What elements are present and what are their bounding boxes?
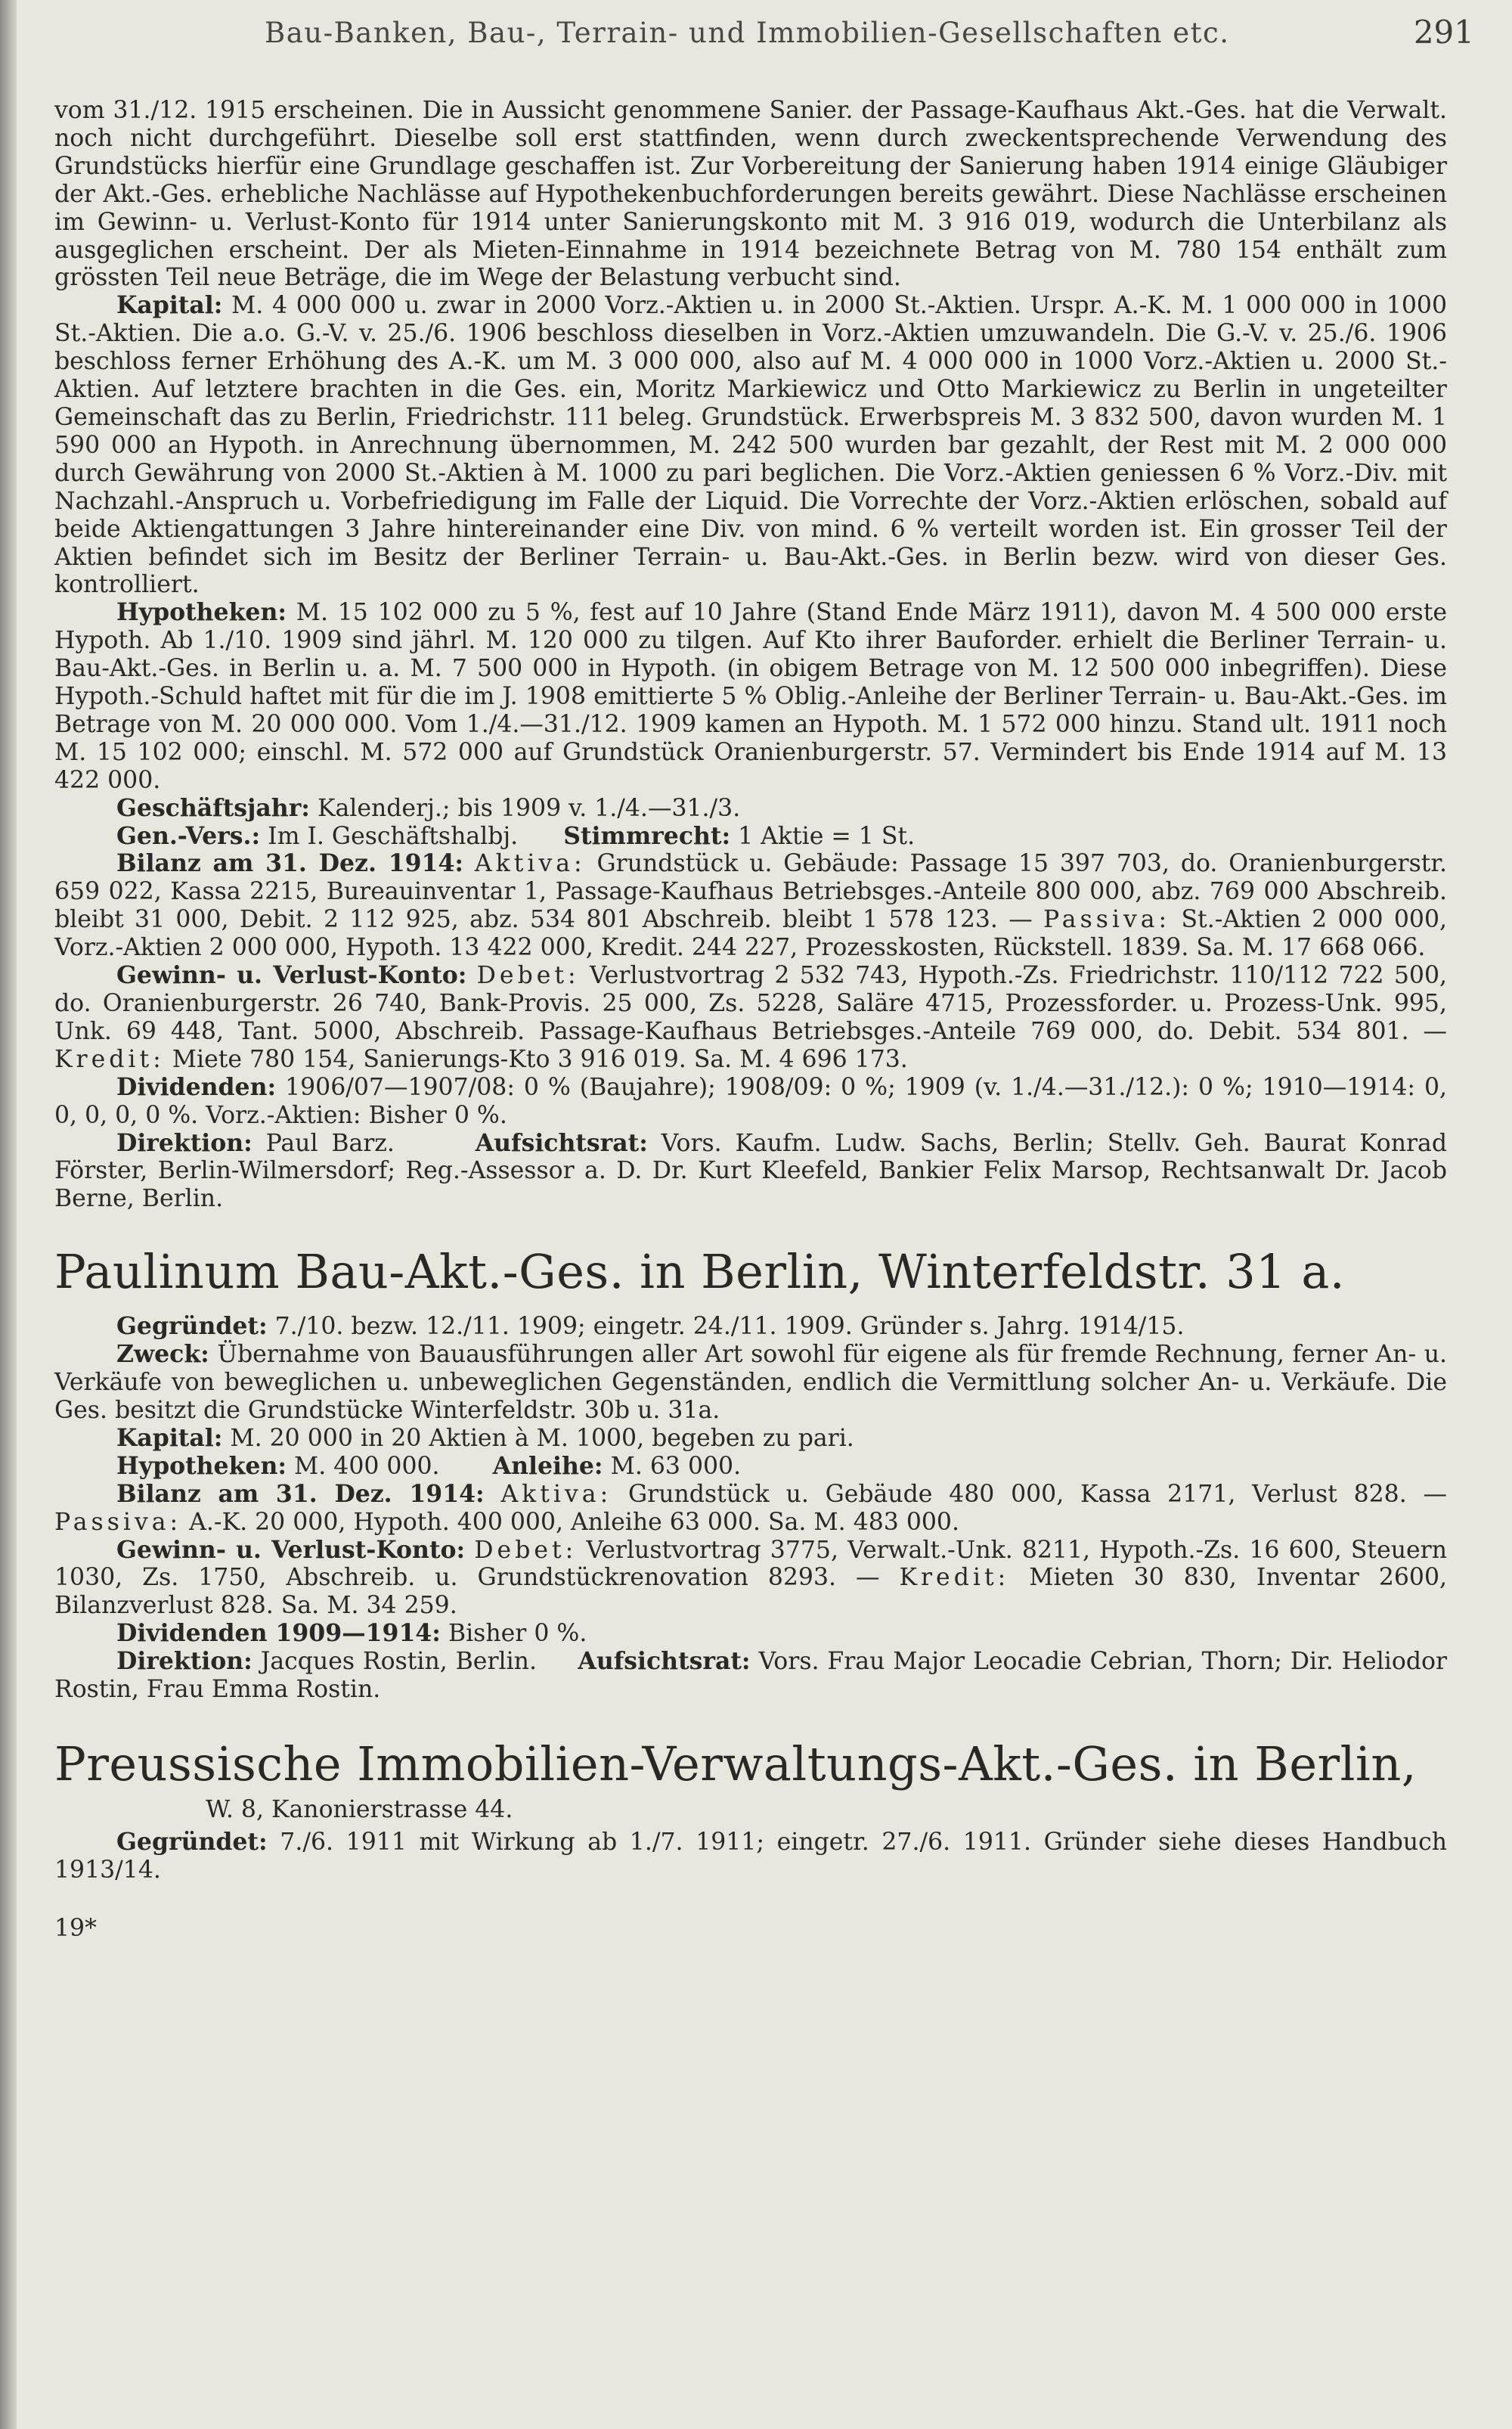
- page-header: [54, 14, 1474, 62]
- page-body: [54, 97, 1447, 1943]
- hypotheken-paragraph: [54, 599, 1447, 794]
- gegruendet-text: 7./6. 1911 mit Wirkung ab 1./7. 1911; eingetr. 27./6. 1911. Gründer siehe dieses Handbuch 1913/14.: [54, 1828, 1448, 1884]
- dividenden-label: Dividenden 1909—1914:: [116, 1619, 441, 1648]
- bilanz-aktiva: Grundstück u. Gebäude 480 000, Kassa 2171, Verlust 828. —: [627, 1480, 1447, 1508]
- bilanz-paragraph: [54, 850, 1447, 962]
- kapital-paragraph: [54, 292, 1447, 599]
- gegruendet-label: Gegründet:: [116, 1827, 268, 1856]
- hypotheken-text: M. 400 000.: [294, 1452, 440, 1480]
- bilanz-label: Bilanz am 31. Dez. 1914:: [116, 1479, 485, 1508]
- geschaeftsjahr-label: Geschäftsjahr:: [116, 793, 310, 822]
- kapital-label: Kapital:: [116, 1423, 223, 1452]
- guv-paragraph: [54, 962, 1447, 1074]
- intro-paragraph: vom 31./12. 1915 erscheinen. Die in Aussicht genommene Sanier. der Passage-Kaufhaus Akt.-Ges. hat die Verwalt. noch nicht durchgeführt. Dieselbe soll erst stattfinden, wenn durch zweckentsprechende Verwendung des Grundstücks hierfür eine Grundlage geschaffen ist. Zur Vorbereitung der Sanierung haben 1914 einige Gläubiger der Akt.-Ges. erhebliche Nachlässe auf Hypothekenbuchforderungen bereits gewährt. Diese Nachlässe erscheinen im Gewinn- u. Verlust-Konto für 1914 unter Sanierungskonto mit M. 3 916 019, wodurch die Unterbilanz als ausgeglichen erscheint. Der als Mieten-Einnahme in 1914 bezeichnete Betrag von M. 780 154 enthält zum grössten Teil neue Beträge, die im Wege der Belastung verbucht sind.: [54, 97, 1447, 292]
- gegruendet-label: Gegründet:: [116, 1312, 268, 1341]
- direktion-paragraph: [54, 1648, 1447, 1704]
- guv-kredit: Miete 780 154, Sanierungs-Kto 3 916 019. Sa. M. 4 696 173.: [172, 1045, 908, 1073]
- direktion-text: Jacques Rostin, Berlin.: [260, 1648, 537, 1676]
- running-title: Bau-Banken, Bau-, Terrain- und Immobilien-Gesellschaften etc.: [265, 17, 1230, 49]
- kapital-text: M. 4 000 000 u. zwar in 2000 Vorz.-Aktien u. in 2000 St.-Aktien. Urspr. A.-K. M. 1 000 000 in 1000 St.-Aktien. Die a.o. G.-V. v. 25./6. 1906 beschloss dieselben in Vorz.-Aktien umzuwandeln. Die G.-V. v. 25./6. 1906 beschloss ferner Erhöhung des A.-K. um M. 3 000 000, also auf M. 4 000 000 in 1000 Vorz.-Aktien u. 2000 St.-Aktien. Auf letztere brachten in die Ges. ein, Moritz Markiewicz und Otto Markiewicz zu Berlin in ungeteilter Gemeinschaft das zu Berlin, Friedrichstr. 111 beleg. Grundstück. Erwerbspreis M. 3 832 500, davon wurden M. 1 590 000 an Hypoth. in Anrechnung übernommen, M. 242 500 wurden bar gezahlt, der Rest mit M. 2 000 000 durch Gewährung von 2000 St.-Aktien à M. 1000 zu pari beglichen. Die Vorz.-Aktien geniessen 6 % Vorz.-Div. mit Nachzahl.-Anspruch u. Vorbefriedigung im Falle der Liquid. Die Vorrechte der Vorz.-Aktien erlöschen, sobald auf beide Aktiengattungen 3 Jahre hintereinander eine Div. von mind. 6 % verteilt worden ist. Ein grosser Teil der Aktien befindet sich im Besitz der Berliner Terrain- u. Bau-Akt.-Ges. in Berlin bezw. wird von dieser Ges. kontrolliert.: [54, 292, 1447, 599]
- zweck-label: Zweck:: [116, 1340, 209, 1369]
- direktion-text: Paul Barz.: [265, 1129, 395, 1157]
- page-number: 291: [1413, 14, 1474, 51]
- passage-kaufhaus-entry: [54, 97, 1447, 1213]
- genvers-paragraph: [54, 823, 1447, 851]
- bilanz-passiva: St.-Aktien 2 000 000, Vorz.-Aktien 2 000 000, Hypoth. 13 422 000, Kredit. 244 227, Prozesskosten, Rückstell. 1839. Sa. M. 17 668 066.: [54, 906, 1448, 962]
- bilanz-aktiva: Grundstück u. Gebäude: Passage 15 397 703, do. Oranienburgerstr. 659 022, Kassa 2215, Bureauinventar 1, Passage-Kaufhaus Betriebsges.-Anteile 800 000, abz. 769 000 Abschreib. bleibt 31 000, Debit. 2 112 925, abz. 534 801 Abschreib. bleibt 1 578 123. —: [54, 850, 1448, 934]
- genvers-text: Im I. Geschäftshalbj.: [268, 822, 519, 850]
- guv-label: Gewinn- u. Verlust-Konto:: [116, 1535, 466, 1564]
- hypotheken-label: Hypotheken:: [116, 598, 287, 627]
- signature-mark: 19*: [54, 1914, 97, 1942]
- debet-label: Debet:: [474, 1536, 578, 1564]
- aufsichtsrat-text: Vors. Frau Major Leocadie Cebrian, Thorn; Dir. Heliodor Rostin, Frau Emma Rostin.: [54, 1648, 1447, 1704]
- bilanz-paragraph: [54, 1481, 1447, 1537]
- passiva-label: Passiva:: [1043, 906, 1171, 934]
- geschaeftsjahr-text: Kalenderj.; bis 1909 v. 1./4.—31./3.: [317, 794, 741, 822]
- kredit-label: Kredit:: [54, 1045, 165, 1073]
- bilanz-passiva: A.-K. 20 000, Hypoth. 400 000, Anleihe 63 000. Sa. M. 483 000.: [189, 1508, 959, 1536]
- guv-debet: Verlustvortrag 3775, Verwalt.-Unk. 8211, Hypoth.-Zs. 16 600, Steuern 1030, Zs. 1750, Abschreib. u. Grundstückrenovation 8293. —: [54, 1536, 1448, 1592]
- guv-kredit: Mieten 30 830, Inventar 2600, Bilanzverlust 828. Sa. M. 34 259.: [54, 1564, 1448, 1620]
- hypotheken-paragraph: [54, 1453, 1447, 1481]
- direktion-label: Direktion:: [116, 1647, 253, 1676]
- dividenden-text: 1906/07—1907/08: 0 % (Baujahre); 1908/09: 0 %; 1909 (v. 1./4.—31./12.): 0 %; 1910—1914: 0, 0, 0, 0, 0 %. Vorz.-Aktien: Bisher 0 %.: [54, 1073, 1447, 1129]
- stimmrecht-text: 1 Aktie = 1 St.: [738, 822, 916, 850]
- dividenden-paragraph: [54, 1620, 1447, 1648]
- debet-label: Debet:: [476, 962, 580, 990]
- company-title: Preussische Immobilien-Verwaltungs-Akt.-Ges. in Berlin,: [54, 1736, 1417, 1792]
- paulinum-entry: [54, 1240, 1447, 1704]
- guv-label: Gewinn- u. Verlust-Konto:: [116, 961, 467, 990]
- aktiva-label: Aktiva:: [500, 1480, 612, 1508]
- bilanz-label: Bilanz am 31. Dez. 1914:: [116, 849, 464, 878]
- anleihe-text: M. 63 000.: [610, 1452, 742, 1480]
- direktion-paragraph: [54, 1130, 1447, 1214]
- gegruendet-paragraph: [54, 1829, 1447, 1885]
- passiva-label: Passiva:: [54, 1508, 182, 1536]
- hypotheken-text: M. 15 102 000 zu 5 %, fest auf 10 Jahre (Stand Ende März 1911), davon M. 4 500 000 erste Hypoth. Ab 1./10. 1909 sind jährl. M. 120 000 zu tilgen. Auf Kto ihrer Bauforder. erhielt die Berliner Terrain- u. Bau-Akt.-Ges. in Berlin u. a. M. 7 500 000 in Hypoth. (in obigem Betrage von M. 12 500 000 inbegriffen). Diese Hypoth.-Schuld haftet mit für die im J. 1908 emittierte 5 % Oblig.-Anleihe der Berliner Terrain- u. Bau-Akt.-Ges. im Betrage von M. 20 000 000. Vom 1./4.—31./12. 1909 kamen an Hypoth. M. 1 572 000 hinzu. Stand ult. 1911 noch M. 15 102 000; einschl. M. 572 000 auf Grundstück Oranienburgerstr. 57. Vermindert bis Ende 1914 auf M. 13 422 000.: [54, 599, 1448, 794]
- dividenden-text: Bisher 0 %.: [448, 1620, 587, 1648]
- kredit-label: Kredit:: [899, 1564, 1010, 1592]
- preussische-entry: [54, 1733, 1447, 1885]
- zweck-text: Übernahme von Bauausführungen aller Art sowohl für eigene als für fremde Rechnung, ferner An- u. Verkäufe von beweglichen u. unbeweglichen Gegenständen, endlich die Vermittlung solcher An- u. Verkäufe. Die Ges. besitzt die Grundstücke Winterfeldstr. 30b u. 31a.: [54, 1341, 1448, 1424]
- gegruendet-paragraph: [54, 1313, 1447, 1341]
- page-gutter-shadow: [0, 0, 17, 2429]
- stimmrecht-label: Stimmrecht:: [563, 821, 731, 850]
- aufsichtsrat-label: Aufsichtsrat:: [578, 1647, 751, 1676]
- company-title: Paulinum Bau-Akt.-Ges. in Berlin, Winterfeldstr. 31 a.: [54, 1244, 1346, 1300]
- direktion-label: Direktion:: [116, 1128, 253, 1157]
- kapital-text: M. 20 000 in 20 Aktien à M. 1000, begeben zu pari.: [230, 1424, 854, 1452]
- genvers-label: Gen.-Vers.:: [116, 821, 261, 850]
- aufsichtsrat-text: Vors. Kaufm. Ludw. Sachs, Berlin; Stellv. Geh. Baurat Konrad Förster, Berlin-Wilmersdorf; Reg.-Assessor a. D. Dr. Kurt Kleefeld, Bankier Felix Marsop, Rechtsanwalt Dr. Jacob Berne, Berlin.: [54, 1129, 1448, 1213]
- company-address: W. 8, Kanonierstrasse 44.: [206, 1795, 513, 1823]
- guv-paragraph: [54, 1537, 1447, 1621]
- geschaeftsjahr-paragraph: [54, 795, 1447, 823]
- dividenden-label: Dividenden:: [116, 1072, 277, 1101]
- gegruendet-text: 7./10. bezw. 12./11. 1909; eingetr. 24./11. 1909. Gründer s. Jahrg. 1914/15.: [274, 1313, 1185, 1341]
- dividenden-paragraph: [54, 1074, 1447, 1130]
- guv-debet: Verlustvortrag 2 532 743, Hypoth.-Zs. Friedrichstr. 110/112 722 500, do. Oranienburgerstr. 26 740, Bank-Provis. 25 000, Zs. 5228, Saläre 4715, Prozessforder. u. Prozess-Unk. 995, Unk. 69 448, Tant. 5000, Abschreib. Passage-Kaufhaus Betriebsges.-Anteile 769 000, do. Debit. 534 801. —: [54, 962, 1447, 1045]
- zweck-paragraph: [54, 1341, 1447, 1425]
- kapital-paragraph: [54, 1425, 1447, 1453]
- kapital-label: Kapital:: [116, 291, 223, 320]
- aktiva-label: Aktiva:: [474, 850, 586, 878]
- aufsichtsrat-label: Aufsichtsrat:: [475, 1128, 648, 1157]
- hypotheken-label: Hypotheken:: [116, 1451, 287, 1480]
- anleihe-label: Anleihe:: [492, 1451, 603, 1480]
